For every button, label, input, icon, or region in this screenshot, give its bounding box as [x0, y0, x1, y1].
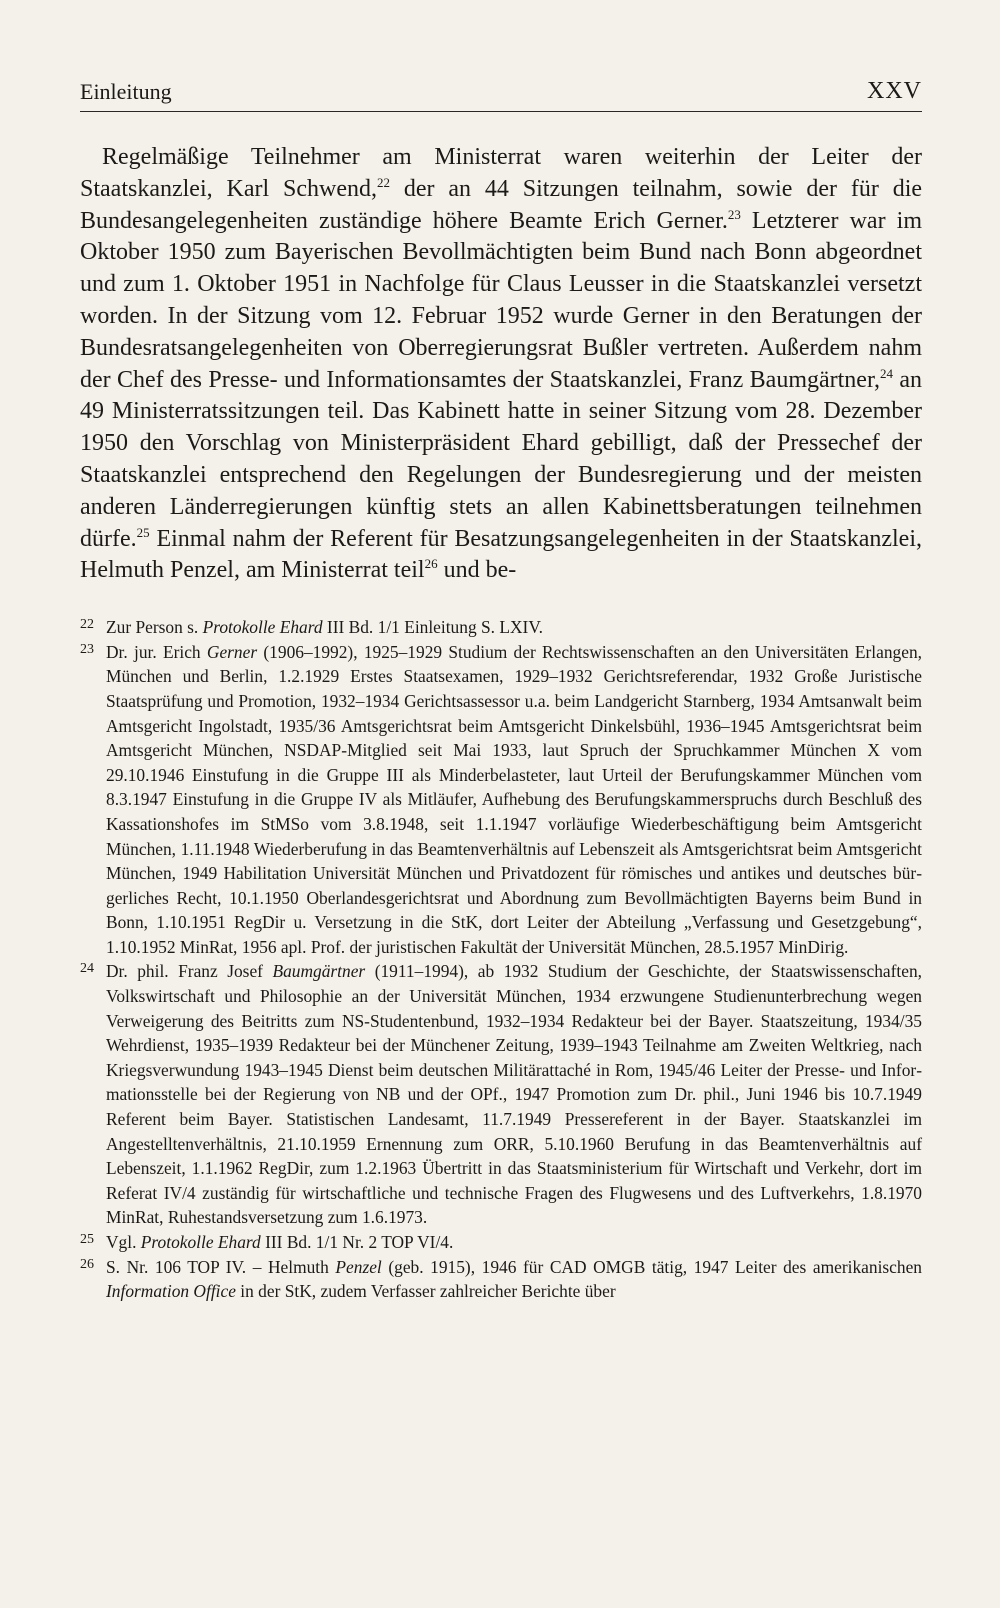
footnote-text: Dr. jur. Erich [106, 641, 207, 662]
footnote-italic: Penzel [335, 1256, 382, 1277]
text-segment: an 49 Ministerratssitzungen teil. Das Kabinett hatte in seiner Sitzung vom 28. Dezember 1950 den Vorschlag von Ministerpräsident Ehard gebilligt, daß der Pressechef der Staatskanzlei entsprechend den Regelungen der Bundesregierung und der meisten anderen Länderregierungen künftig stets an allen Kabinettsberatungen teilnehmen dürfe. [80, 366, 923, 552]
running-head [80, 70, 922, 112]
text-segment: Letzterer war im Oktober 1950 zum Bayerischen Bevollmächtigten beim Bund nach Bonn abgeordnet und zum 1. Oktober 1951 in Nachfolge für Claus Leusser in die Staatskanzlei versetzt worden. In der Sitzung vom 12. Februar 1952 wurde Gerner in den Beratungen der Bundesratsangelegenheiten von Oberregierungsrat Bußler vertreten. Außerdem nahm der Chef des Presse- und Informationsamtes der Staatskanzlei, Franz Baumgärtner, [80, 207, 922, 393]
running-head-title: Einleitung [80, 79, 172, 104]
footnote-number: 22 [80, 617, 94, 633]
footnote-ref-22: 22 [377, 174, 390, 190]
footnote-number: 26 [80, 1256, 94, 1272]
footnote-ref-23: 23 [727, 206, 741, 222]
footnote-24 [80, 959, 922, 1230]
footnote-ref-24: 24 [880, 365, 893, 381]
footnote-italic: Information Office [106, 1281, 236, 1302]
text-segment: und be- [437, 557, 517, 584]
footnote-italic: Protokolle Ehard [202, 617, 323, 638]
footnote-text: (geb. 1915), 1946 für CAD OMGB tätig, 1947 Leiter des amerikanischen [381, 1256, 922, 1277]
footnote-number: 24 [80, 961, 94, 977]
footnote-text: Vgl. [106, 1232, 141, 1252]
text-segment: Regelmäßige Teilnehmer am Ministerrat waren weiterhin der Leiter der Staatskanzlei, Karl Schwend, [80, 144, 922, 202]
footnote-text: III Bd. 1/1 Einleitung S. LXIV. [322, 617, 543, 638]
footnote-number: 25 [80, 1232, 94, 1247]
footnotes [80, 615, 922, 1304]
footnote-25 [80, 1230, 922, 1255]
footnote-23 [80, 640, 922, 960]
footnote-text: Dr. phil. Franz Josef [106, 961, 273, 982]
footnote-number: 23 [80, 641, 94, 657]
page-number: XXV [867, 78, 922, 104]
footnote-ref-25: 25 [136, 524, 150, 540]
footnote-text: in der StK, zudem Verfasser zahlreicher Berichte über [235, 1281, 616, 1302]
footnote-ref-26: 26 [424, 556, 438, 572]
footnote-text: Zur Person s. [106, 617, 203, 638]
text-segment: der an 44 Sitzungen teilnahm, sowie der für die Bundesangelegenheiten zuständige höhere Beamte Erich Gerner. [80, 175, 923, 234]
footnote-text: S. Nr. 106 TOP IV. – Helmuth [106, 1256, 336, 1277]
page [80, 70, 922, 1304]
footnote-22 [80, 615, 922, 640]
footnote-italic: Gerner [206, 641, 258, 662]
footnote-text: III Bd. 1/1 Nr. 2 TOP VI/4. [260, 1232, 454, 1252]
footnote-text: (1911–1994), ab 1932 Studium der Geschichte, der Staatswissenschaften, Volkswirtschaft und Philosophie an der Universität München, 1934 erzwungene Studienunterbrechung wegen Verweigerung des Beitritts zum NS-Studentenbund, 1932–1934 Redakteur bei der Bayer. Staatszeitung, 1934/35 Wehrdienst, 1935–1939 Redakteur bei der Münchener Zeitung, 1939–1943 Teilnahme am Zweiten Weltkrieg, nach Kriegsverwundung 1943–1945 Dienst beim deutschen Militärattaché in Rom, 1945/46 Leiter der Presse- und Informationsstelle bei der Regierung von NB und der OPf., 1947 Promotion zum Dr. phil., Juni 1946 bis 10.7.1949 Referent beim Bayer. Statistischen Landesamt, 11.7.1949 Pressereferent in der Bayer. Staatskanzlei im Angestelltenverhältnis, 21.10.1959 Ernennung zum ORR, 5.10.1960 Berufung in das Beamtenverhältnis auf Lebenszeit, 1.1.1962 RegDir, zum 1.2.1963 Übertritt in das Staatsministerium für Wirtschaft und Verkehr, dort im Referat IV/4 zuständig für wirtschaftliche und technische Fragen des Flugwesens und des Luftverkehrs, 1.8.1970 MinRat, Ruhestandsversetzung zum 1.6.1973. [106, 961, 922, 1228]
footnote-text: (1906–1992), 1925–1929 Studium der Rechtswissenschaften an den Universitäten Erlangen, München und Berlin, 1.2.1929 Erstes Staatsexamen, 1929–1932 Gerichtsreferendar, 1932 Große Juristische Staatsprüfung und Promotion, 1932–1934 Gerichtsassessor u.a. beim Landgericht Starnberg, 1934 Amtsanwalt beim Amtsgericht Ingolstadt, 1935/36 Amtsgerichtsrat beim Amtsgericht Dinkelsbühl, 1936–1945 Amtsgerichtsrat beim Amtsgericht München, NSDAP-Mitglied seit Mai 1933, laut Spruch der Spruchkammer München X vom 29.10.1946 Einstufung in die Gruppe III als Minderbelasteter, laut Urteil der Berufungskammer München vom 8.3.1947 Einstufung in die Gruppe IV als Mitläufer, Aufhebung des Berufungskammerspruchs durch Beschluß des Kassationshofes im StMSo vom 3.8.1948, seit 1.1.1947 vorläufige Wiederbeschäftigung beim Amtsgericht München, 1.11.1948 Wiederberufung in das Beamtenverhältnis auf Lebenszeit als Amtsgerichtsrat beim Amtsgericht München, 1949 Habilitation Universität München und Privatdozent für römisches und antikes und deutsches bürgerliches Recht, 10.1.1950 Oberlandesgerichtsrat und Abordnung zum Bevollmächtigten Bayerns beim Bund in Bonn, 1.10.1951 RegDir u. Versetzung in die StK, dort Leiter der Abteilung „Verfassung und Gesetzgebung“, 1.10.1952 MinRat, 1956 apl. Prof. der juristischen Fakultät der Universität München, 28.5.1957 MinDirig. [106, 641, 922, 957]
footnote-26 [80, 1255, 922, 1304]
footnote-italic: Baumgärtner [272, 961, 366, 982]
text-segment: Einmal nahm der Referent für Besatzungsangelegenheiten in der Staatskanzlei, Helmuth Penzel, am Ministerrat teil [80, 525, 922, 584]
main-paragraph [80, 142, 922, 587]
footnote-italic: Protokolle Ehard [140, 1232, 261, 1252]
